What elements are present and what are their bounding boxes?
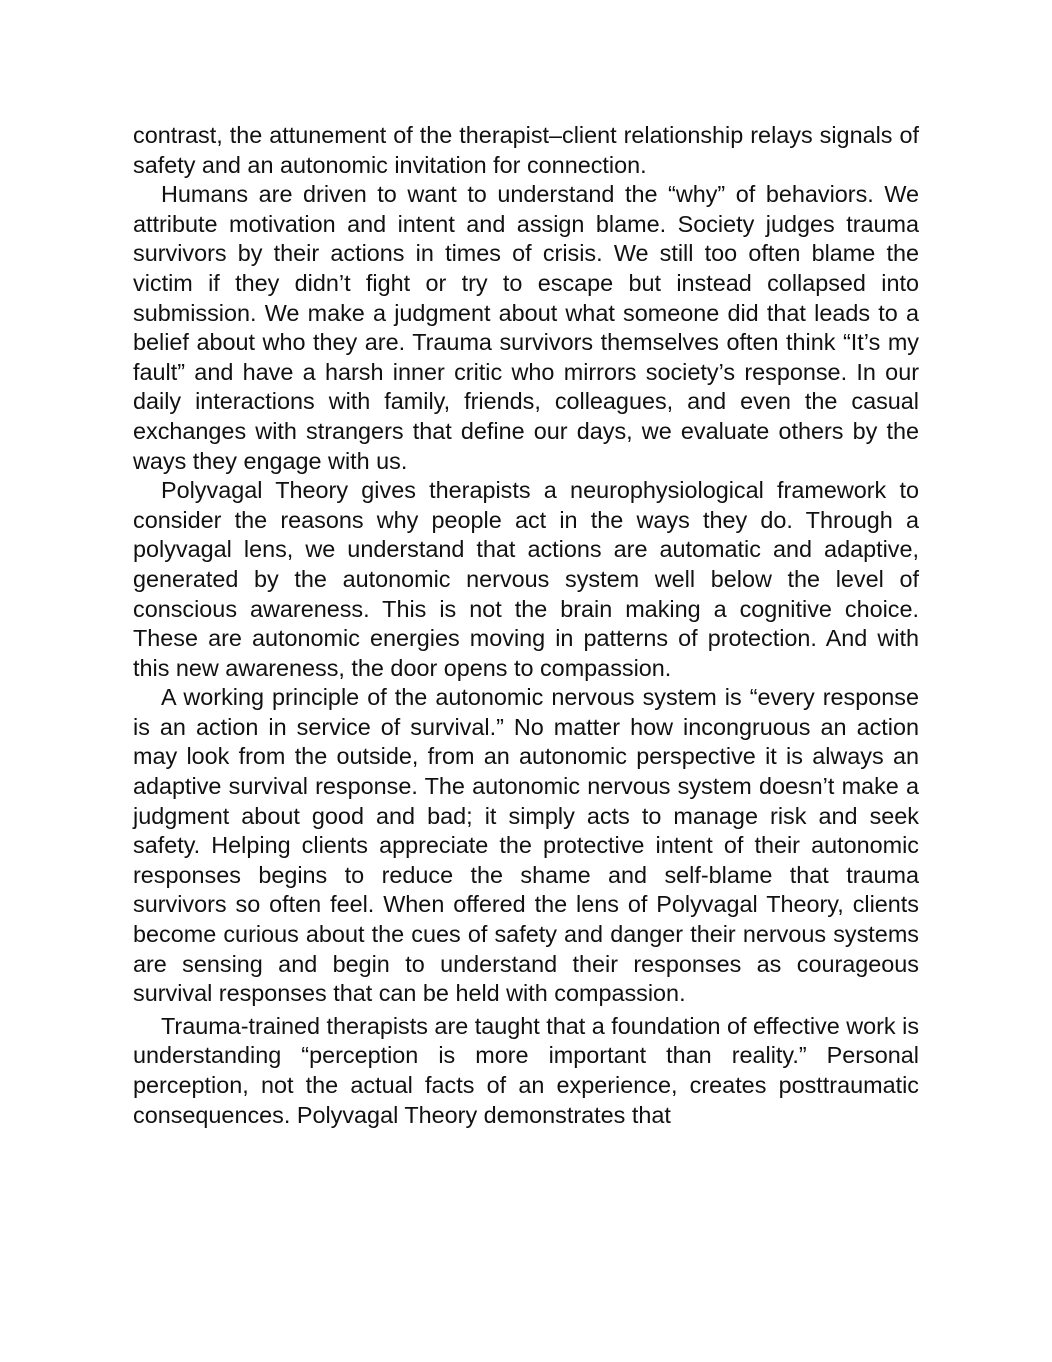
- paragraph-1: contrast, the attunement of the therapist–client relationship relays signals of safety and an autonomic invitation for connection.: [133, 122, 919, 178]
- paragraph-5: Trauma-trained therapists are taught that a foundation of effective work is understanding “perception is more important than reality.” Personal perception, not the actual facts of an experience, creates posttraumatic consequences. Polyvagal Theory demonstrates that: [133, 1012, 920, 1128]
- page-body: [133, 121, 919, 1130]
- paragraph-2: Humans are driven to want to understand the “why” of behaviors. We attribute motivation and intent and assign blame. Society judges trauma survivors by their actions in times of crisis. We still too often blame the victim if they didn’t fight or try to escape but instead collapsed into submission. We make a judgment about what someone did that leads to a belief about who they are. Trauma survivors themselves often think “It’s my fault” and have a harsh inner critic who mirrors society’s response. In our daily interactions with family, friends, colleagues, and even the casual exchanges with strangers that define our days, we evaluate others by the ways they engage with us.: [133, 181, 919, 474]
- paragraph-4: A working principle of the autonomic nervous system is “every response is an action in service of survival.” No matter how incongruous an action may look from the outside, from an autonomic perspective it is always an adaptive survival response. The autonomic nervous system doesn’t make a judgment about good and bad; it simply acts to manage risk and seek safety. Helping clients appreciate the protective intent of their autonomic responses begins to reduce the shame and self-blame that trauma survivors so often feel. When offered the lens of Polyvagal Theory, clients become curious about the cues of safety and danger their nervous systems are sensing and begin to understand their responses as courageous survival responses that can be held with compassion.: [133, 684, 919, 1007]
- paragraph-3: Polyvagal Theory gives therapists a neurophysiological framework to consider the reasons why people act in the ways they do. Through a polyvagal lens, we understand that actions are automatic and adaptive, generated by the autonomic nervous system well below the level of conscious awareness. This is not the brain making a cognitive choice. These are autonomic energies moving in patterns of protection. And with this new awareness, the door opens to compassion.: [133, 477, 919, 681]
